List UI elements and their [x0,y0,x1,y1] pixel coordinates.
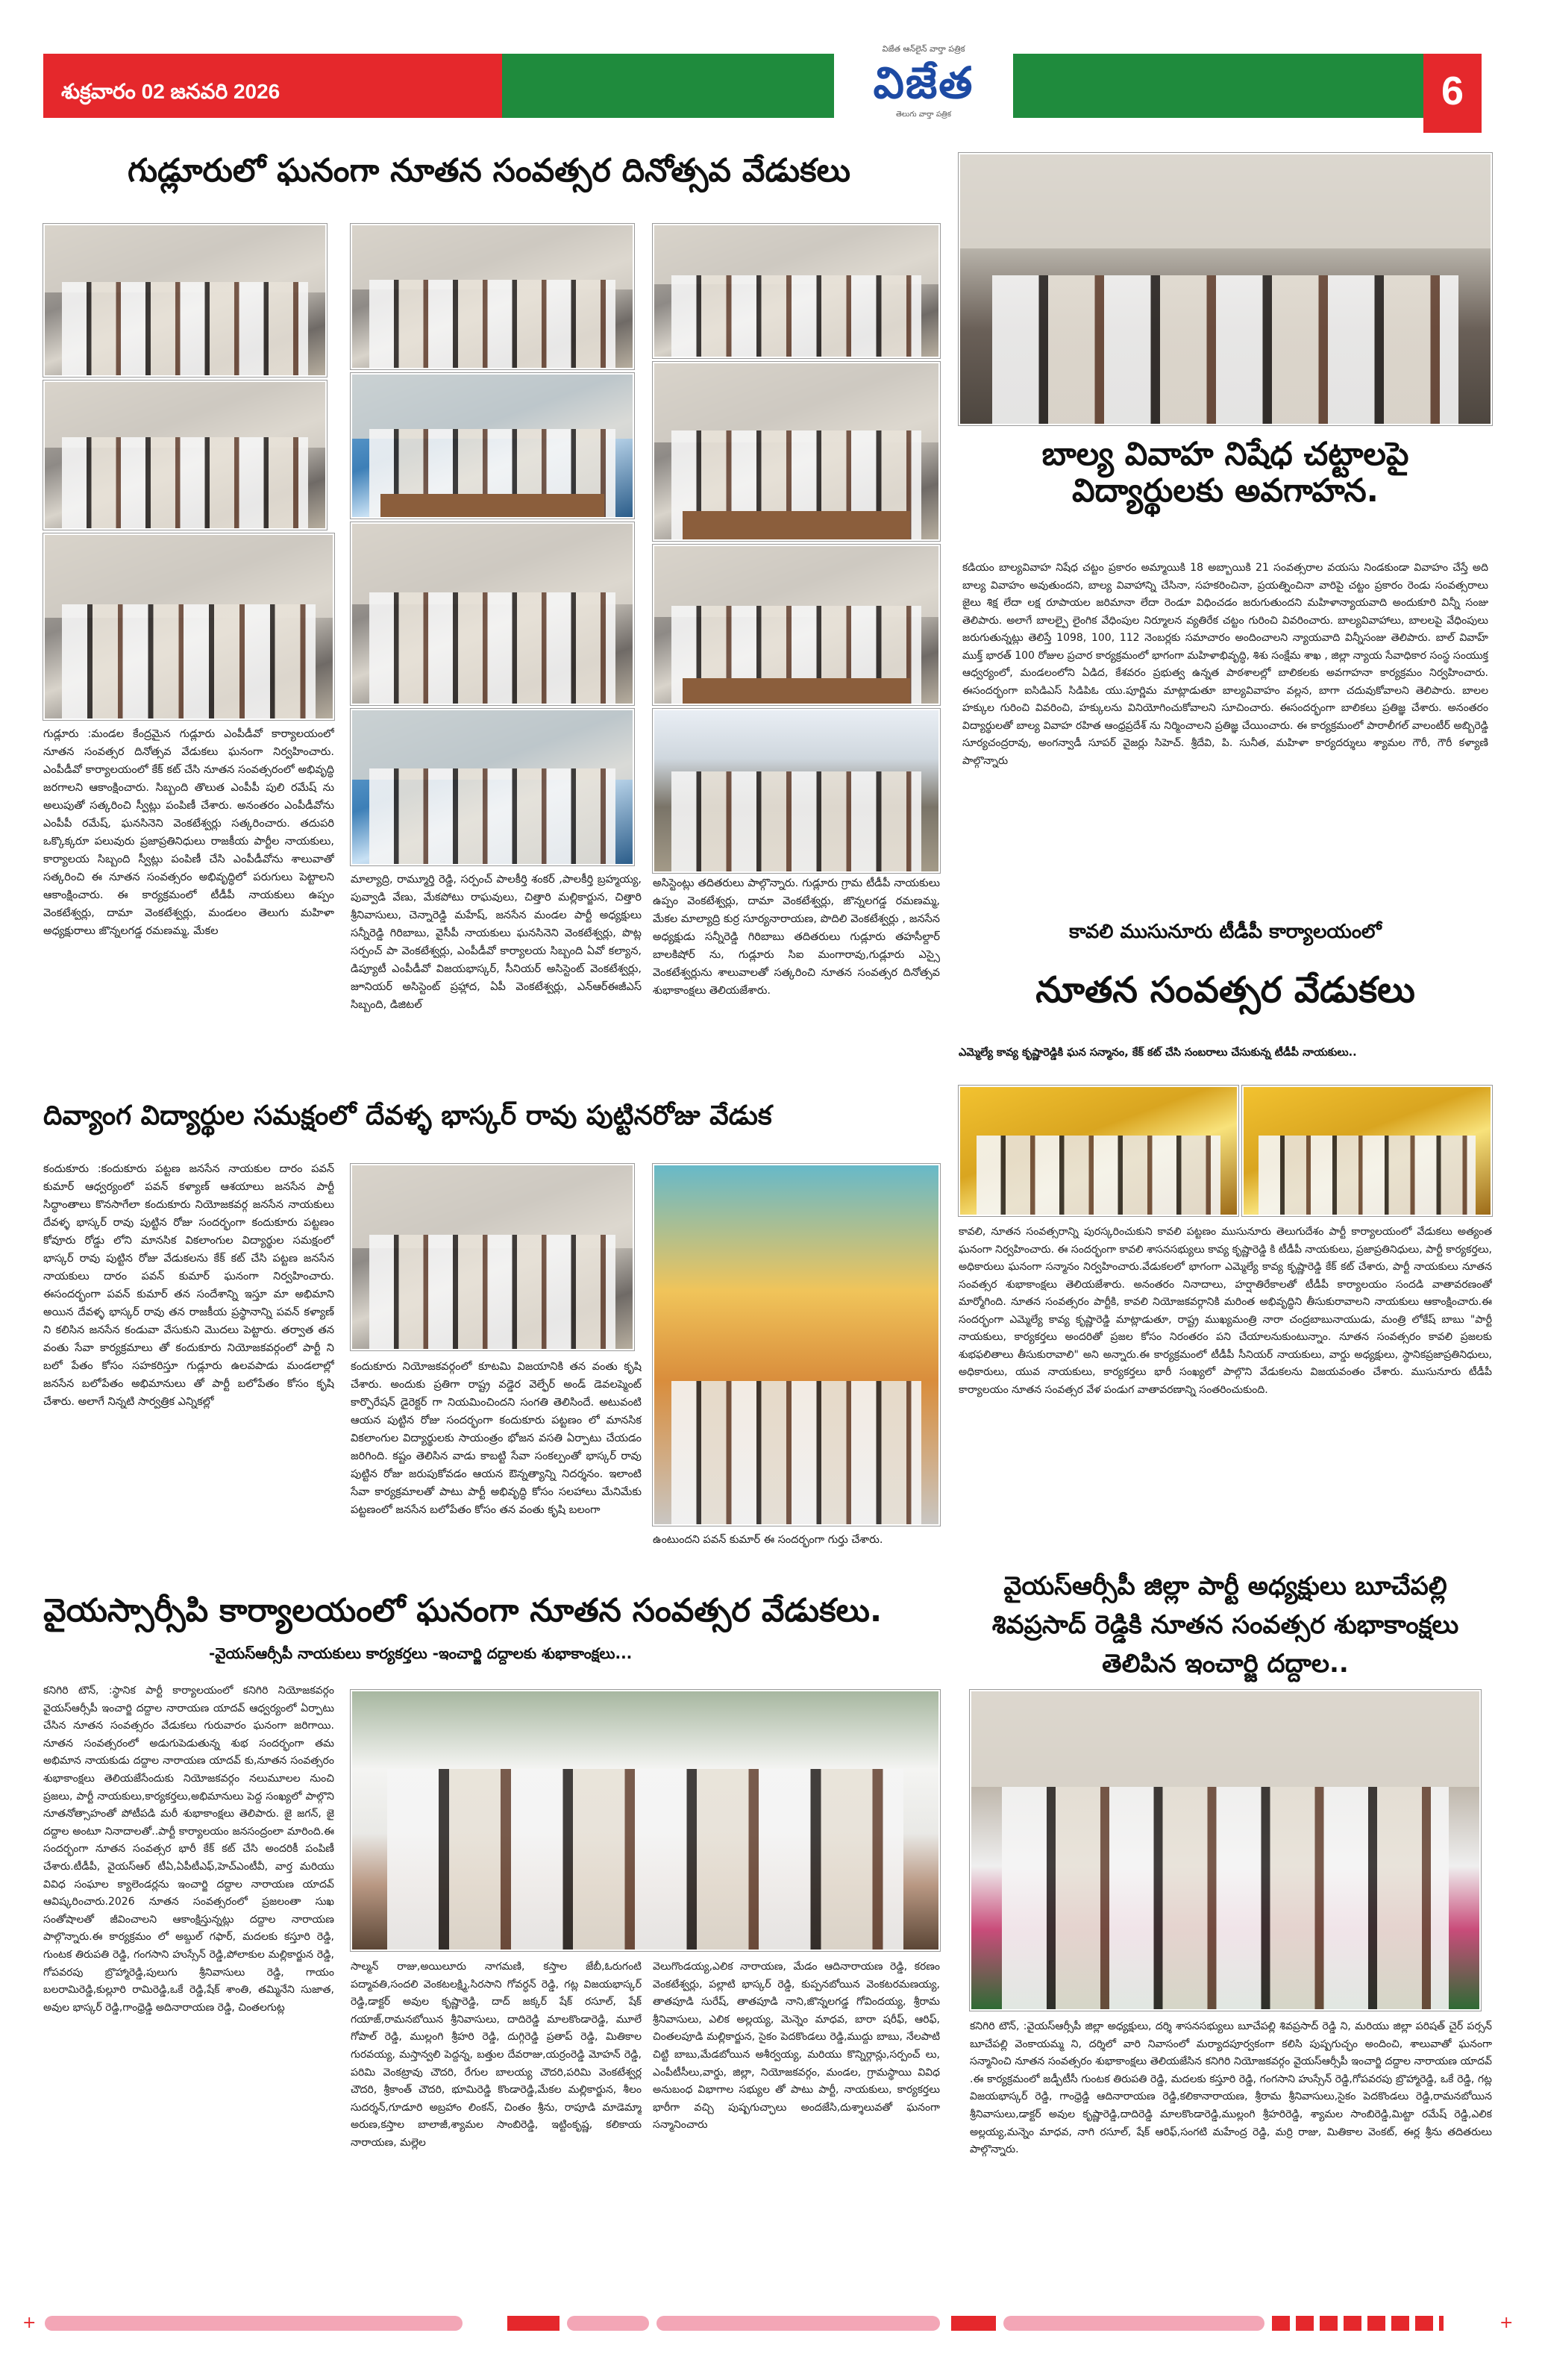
footer-segment-3 [1272,2316,1444,2331]
footer-segment-1 [507,2316,560,2331]
newspaper-logo [834,41,1013,134]
article1-text-col1: గుడ్లూరు :మండల కేంద్రమైన గుడ్లూరు ఎంపీడీవో కార్యాలయంలో నూతన సంవత్సర దినోత్సవ వేడుకలు ఘనంగా నిర్వహించారు. ఎంపీడీవో కార్యాలయంలో కేక్ కట్ చేసి నూతన సంవత్సరంలో అభివృద్ధి జరగాలని ఆకాంక్షించారు. సిబ్బంది తొలుత ఎంపీపీ పులి రమేష్ ను అలుపుతో సత్కరించి స్వీట్లు పంపిణీ చేశారు. అనంతరం ఎంపీడీవోను ఎంపీపీ రమేష్, ఘనసినెని వెంకటేశ్వర్లు సత్కరించారు. తదుపరి ఒక్కొక్కరూ పలువురు ప్రజాప్రతినిధులు రాజకీయ పార్టీల నాయకులు, కార్యాలయ సిబ్బంది స్వీట్లు పంపిణీ చేసి ఎంపీడీవోను శాలువాతో సత్కరించి ఈ నూతన సంవత్సరం అభివృద్ధిలో పరుగులు పెట్టాలని ఆకాంక్షించారు. ఈ కార్యక్రమంలో టీడీపీ నాయకులు ఉప్పం వెంకటేశ్వర్లు, దామా వెంకటేశ్వర్లు, మండలం తెలుగు మహిళా అధ్యక్షురాలు జొన్నలగడ్డ రమణమ్మ, మేకల [43,728,334,937]
article4-text-col2: కందుకూరు నియోజకవర్గంలో కూటమి విజయానికి తన వంతు కృషి చేశారు. అందుకు ప్రతిగా రాష్ట్ర వడ్డెర వెల్ఫేర్ అండ్ డెవలప్మెంట్ కార్పొరేషన్ డైరెక్టర్ గా నియమించిందని సంగతి తెలిసిందే. అటువంటి ఆయన పుట్టిన రోజు సందర్భంగా కందుకూరు పట్టణం లో మానసిక వికలాంగుల విద్యార్థులకు సాయంత్రం భోజన వసతి ఏర్పాటు చేయడం జరిగింది. కష్టం తెలిసిన వాడు కాబట్టి సేవా సంకల్పంతో భాస్కర్ రావు పుట్టిన రోజు జరుపుకోవడం ఆయన ఔన్నత్యాన్ని నిదర్శనం. ఇలాంటి సేవా కార్యక్రమాలతో పాటు పార్టీ అభివృద్ధి కోసం సలహాలు మేనిమేకు పట్టణంలో జనసేన బలోపేతం కోసం తన వంతు కృషి బలంగా [351,1361,642,1516]
article1-photo-5 [351,373,634,519]
footer-bar-2 [567,2316,649,2331]
article2-headline: బాల్య వివాహ నిషేధ చట్టాలపై విద్యార్థులకు అవగాహన. [1041,436,1409,510]
article1-photo-8 [653,224,940,358]
article1-photo-7 [351,709,634,865]
article1-photo-11 [653,709,940,873]
article5-text-col3: వెలుగొండయ్య,ఎలిక నారాయణ, మేడం ఆదినారాయణ రెడ్డి, కరణం వెంకటేశ్వర్లు, పల్లాటి భాస్కర్ రెడ్డి, కుప్పనబోయిన వెంకటరమణయ్య, తాతపూడి సురేష్, తాతపూడి నాని,జొన్నలగడ్డ గోవిందయ్య, శ్రీరామ శ్రీనివాసులు, ఎలిక అల్లయ్య, మెన్నెం మాధవ, బారా షరీఫ్, ఆరిఫ్, చింతలపూడి మల్లికార్జున, సైకం పెదకొండలు రెడ్డి,ముద్దు బాబు, నేలపాటి చిట్టి బాబు,మేడబోయిన అశీర్వయ్య, మరియు కొన్నిర్గాన్లు,సర్పంచ్ లు, ఎంపీటీసీలు,వార్డు, జిల్లా, నియోజకవర్గం, మండల, గ్రామస్థాయి వివిధ అనుబంధ విభాగాల సభ్యుల తో పాటు పార్టీ, నాయకులు, కార్యకర్తలు భారీగా వచ్చి పుష్పగుచ్ఛాలు అందజేసి,దుశ్శాలువతో ఘనంగా సన్మానించారు [653,1961,940,2132]
article3-headline-top: కావలి ముసునూరు టీడీపీ కార్యాలయంలో [1069,921,1382,943]
article4-headline: దివ్యాంగ విద్యార్థుల సమక్షంలో దేవళ్ళ భాస్కర్ రావు పుట్టినరోజు వేడుక [43,1100,772,1131]
header-stripe-right [1013,54,1423,118]
article2-photo [959,153,1492,425]
footer-bar-4 [1003,2316,1264,2331]
article1-headline: గుడ్లూరులో ఘనంగా నూతన సంవత్సర దినోత్సవ వేడుకలు [128,152,850,190]
article5-subhead: -వైయస్ఆర్సీపీ నాయకులు కార్యకర్తలు -ఇంచార్జి దద్దాలకు శుభాకాంక్షలు... [209,1644,633,1662]
footer-bar-1 [45,2316,463,2331]
article6-photo [970,1690,1481,2011]
article6-text: కనిగిరి టౌన్, :వైయస్ఆర్సీపీ జిల్లా అధ్యక్షులు, దర్శి శాసనసభ్యులు బూచేపల్లి శివప్రసాద్ రెడ్డి ని, మరియు జిల్లా పరిషత్ చైర్ పర్సన్ బూచేపల్లి వెంకాయమ్మ ని, దర్శిలో వారి నివాసంలో మర్యాదపూర్వకంగా కలిసి పుష్పగుచ్ఛం అందించి, శాలువాతో ఘనంగా సన్మానించి నూతన సంవత్సరం శుభాకాంక్షలు తెలియజేసిన కనిగిరి నియోజకవర్గం వైయస్ఆర్సీపీ ఇంచార్జి దద్దాల నారాయణ యాదవ్ .ఈ కార్యక్రమంలో జడ్పీటీసీ గుంటక తిరుపతి రెడ్డి, మదలకు కస్తూరి రెడ్డి, గంగసాని హుస్సేన్ రెడ్డి,గోపవరపు బ్రొహ్మారెడ్డి, ఒకే రెడ్డి, గట్ల విజయభాస్కర్ రెడ్డి, గాంధ్రెడ్డి ఆదినారాయణ రెడ్డి,కలికానారాయణ, శ్రీరామ శ్రీనివాసులు,సైకం పెదకొండలు రెడ్డి,రామనబోయిన శ్రీనివాసులు,డాక్టర్ అవుల కృష్ణారెడ్డి,దాదిరెడ్డి మాలకొండారెడ్డి,ముల్లంగి శ్రీహరిరెడ్డి, శ్యామల సాంబిరెడ్డి,మిట్టా రమేష్ రెడ్డి,ఎలిక అల్లయ్య,మన్నెం మాధవ, నాగి రసూల్, షేక్ ఆరిఫ్,సంగటి మహేంద్ర రెడ్డి, మర్రి రాజు, మితికాల వెంకట్, ఈర్ల శ్రీను తదితరులు పాల్గొన్నారు. [970,2020,1492,2156]
article1-photo-1 [43,224,327,377]
article1-photo-6 [351,522,634,705]
article3-photo-2 [1242,1086,1492,1216]
article5-text-col1: కనిగిరి టౌన్, :స్థానిక పార్టీ కార్యాలయంలో కనిగిరి నియోజకవర్గం వైయస్ఆర్సీపీ ఇంచార్జి దద్దాల నారాయణ యాదవ్ ఆధ్వర్యంలో ఏర్పాటు చేసిన నూతన సంవత్సరం వేడుకలు గురువారం ఘనంగా జరిగాయి. నూతన సంవత్సరంలో అడుగుపెడుతున్న శుభ సందర్భంగా తమ అభిమాన నాయకుడు దద్దాల నారాయణ యాదవ్ కు,నూతన సంవత్సరం శుభాకాంక్షలు తెలియజేసేందుకు నియోజకవర్గం నలుమూలల నుంచి ప్రజలు, పార్టీ నాయకులు,కార్యకర్తలు,అభిమానులు పెద్ద సంఖ్యలో పాల్గొని నూతనోత్సాహంతో పోటీపడి మరీ శుభాకాంక్షలు తెలిపారు. జై జగన్, జై దద్దాల అంటూ నినాదాలతో..పార్టీ కార్యాలయం జనసంద్రంలా మారింది.ఈ సందర్భంగా నూతన సంవత్సర భారీ కేక్ కట్ చేసి అందరికీ పంపిణీ చేశారు.టీడీపీ, వైయస్ఆర్ టీఏ,ఏపీటీఎఫ్,హెచ్ఎంటీవీ, వార్త మరియు వివిధ సంఘాల క్యాలెండర్లను ఇంచార్జి దద్దాల నారాయణ యాదవ్ ఆవిష్కరించారు.2026 నూతన సంవత్సరంలో ప్రజలంతా సుఖ సంతోషాలతో జీవించాలని ఆకాంక్షిస్తున్నట్లు దద్దాల నారాయణ పాల్గొన్నారు.ఈ కార్యక్రమం లో అబ్దుల్ గఫార్, మదలకు కస్తూరి రెడ్డి, గుంటక తిరుపతి రెడ్డి, గంగసాని హుస్సేన్ రెడ్డి,పోలాకుల మల్లికార్జున రెడ్డి, గోపవరపు బ్రొహ్మారెడ్డి,పులుగు శ్రీనివాసులు రెడ్డి, గాయం బలరామిరెడ్డి,కుల్లూరి రామిరెడ్డి,ఒకే రెడ్డి,షేక్ శాంతి, తమ్మినేని సుజాత, అవుల భాస్కర్ రెడ్డి,గాంధ్రెడ్డి అదినారాయణ రెడ్డి, చింతలగుట్ల [43,1685,334,2014]
article3-headline: నూతన సంవత్సర వేడుకలు [1035,969,1415,1011]
logo-title: విజేత [873,57,974,108]
article1-photo-9 [653,362,940,541]
logo-tagline: తెలుగు వార్తా పత్రిక [896,110,951,119]
article1-photo-4 [351,224,634,369]
article3-subhead: ఎమ్మెల్యే కావ్య కృష్ణారెడ్డికి ఘన సన్మానం, కేక్ కట్ చేసి సంబరాలు చేసుకున్న టీడీపీ నాయకులు.. [959,1047,1357,1059]
header-stripe-left [502,54,834,118]
footer-cross-right: + [1499,2314,1514,2332]
article1-photo-2 [43,381,327,530]
article4-text-col1: కందుకూరు :కందుకూరు పట్టణ జనసేన నాయకుల దారం పవన్ కుమార్ ఆధ్వర్యంలో పవన్ కళ్యాణ్ ఆశయాలు జనసేన పార్టీ సిద్ధాంతాలు కొనసాగేలా కందుకూరు నియోజకవర్గ జనసేన నాయకులు దేవళ్ళ భాస్కర్ రావు పుట్టిన రోజు సందర్భంగా కందుకూరు పట్టణం కోవూరు రోడ్డు లోని మానసిక వికలాంగుల విద్యార్థుల సమక్షంలో భాస్కర్ రావు పుట్టిన రోజు వేడుకలను కేక్ కట్ చేసి పట్టణ జనసేన నాయకులు దారం పవన్ కుమార్ ఘనంగా నిర్వహించారు. ఈసందర్భంగా పవన్ కుమార్ తన సందేశాన్ని ఇస్తూ మా అభిమాని అయిన దేవళ్ళ భాస్కర్ రావు తన రాజకీయ ప్రస్థానాన్ని పవన్ కళ్యాణ్ ని కలిసిన జనసేన కండువా వేసుకుని మొదలు పెట్టారు. తర్వాత తన వంతు సేవా కార్యక్రమాలు తో కందుకూరు నియోజకవర్గంలో పార్టీ ని బలో పేతం కోసం సహకరిస్తూ గుడ్లూరు ఉలవపాడు మండలాల్లో జనసేన బలోపేతం అభిమానులు తో పార్టీ బలోపేతం కోసం కృషి చేశారు. అలాగే నిన్నటి సార్వత్రిక ఎన్నికల్లో [43,1163,334,1408]
article4-photo-1 [351,1164,634,1350]
date-banner [43,54,502,118]
article5-text-col2: సాల్మన్ రాజు,అయిలూరు నాగమణి, కస్తాల జేబీ,ఓరుగంటి పద్మావతి,సందలి వెంకటలక్ష్మి,సిరసాని గోవర్ధన్ రెడ్డి, గట్ల విజయభాస్కర్ రెడ్డి,డాక్టర్ అవుల కృష్ణారెడ్డి, దాద్ జక్కర్ షేక్ రసూల్, షేక్ గయాజ్,రామనబోయిన శ్రీనివాసులు, దాదిరెడ్డి మాలకొండారెడ్డి, మూలే గోపాల్ రెడ్డి, ముల్లంగి శ్రీహరి రెడ్డి, దుగ్గిరెడ్డి ప్రతాప్ రెడ్డి, మితికాల గురవయ్య, మస్తాన్వలి పెద్దన్న, బత్తుల దేవరాజు,యర్రంరెడ్డి మోహన్ రెడ్డి, పరిమి వెంకట్రావు చౌదరి, రేగుల బాలయ్య చౌదరి,పరిమి వెంకటేశ్వర్ల చౌదరి, శ్రీకాంత్ చౌదరి, భూమిరెడ్డి కొండారెడ్డి,మేకల మల్లికార్జున, శీలం సుదర్శన్,గూడూరి అబ్రహాం లింకన్, చింతం శ్రీను, రాపూడి మాడెమ్మా అరుణ,కస్తాల బాలాజీ,శ్యామల సాంబిరెడ్డి, ఇట్టింకృష్ణ, కలికాయ నారాయణ, మల్లెల [351,1961,642,2149]
article1-text-col3: అసిస్టెంట్లు తదితరులు పాల్గొన్నారు. గుడ్లూరు గ్రామ టీడీపీ నాయకులు ఉప్పం వెంకటేశ్వర్లు, దామా వెంకటేశ్వర్లు, జొన్నలగడ్డ రమణమ్మ, మేకల మాల్యాద్రి కుర్ర సూర్యనారాయణ, పొదిలి వెంకటేశ్వర్లు , జనసేన అధ్యక్షుడు సన్నీరెడ్డి గిరిబాబు తదితరులు గుడ్లూరు తహసీల్దార్ బాలకిషోర్ ను, గుడ్లూరు సిఐ మంగారావు,గుడ్లూరు ఎస్సై వెంకటేశ్వర్లును శాలువాలతో సత్కరించి నూతన సంవత్సర దినోత్సవ శుభాకాంక్షలు తెలియజేశారు. [653,877,940,997]
footer-bar-3 [656,2316,940,2331]
footer-segment-2 [951,2316,996,2331]
article1-photo-3 [43,533,334,720]
article6-headline: వైయస్ఆర్సీపీ జిల్లా పార్టీ అధ్యక్షులు బూచేపల్లి శివప్రసాద్ రెడ్డికి నూతన సంవత్సర శుభాకాంక్షలు తెలిపిన ఇంచార్జి దద్దాల.. [991,1571,1459,1679]
article1-text-col2: మాల్యాద్రి, రామ్మూర్తి రెడ్డి, సర్పంచ్ పాలకీర్తి శంకర్ ,పాలకీర్తి బ్రహ్మయ్య, పువ్వాడి వేణు, మేకపోటు రాఘవులు, చిత్తారి మల్లికార్జున, చిత్తారి శ్రీనివాసులు, చెన్నారెడ్డి మహేష్, జనసేన మండల పార్టీ అధ్యక్షులు సన్నీరెడ్డి గిరిబాబు, వైసీపీ నాయకులు ఘనసినెని వెంకటేశ్వర్లు, పొట్ల సర్పంచ్ పా వెంకటేశ్వర్లు, ఎంపీడీవో కార్యాలయ సిబ్బంది ఏవో కల్యాన, డిప్యూటీ ఎంపీడీవో విజయభాస్కర్, సీనియర్ అసిస్టెంట్ వెంకటేశ్వర్లు, జూనియర్ అసిస్టెంట్ ప్రహ్లాద, ఏపీ వెంకటేశ్వర్లు, ఎన్ఆర్ఈజీఎస్ సిబ్బంది, డిజిటల్ [351,874,642,1011]
article5-headline: వైయస్సార్సీపి కార్యాలయంలో ఘనంగా నూతన సంవత్సర వేడుకలు. [43,1592,883,1629]
footer-cross-left: + [22,2314,37,2332]
article2-text: కడియం బాల్యవివాహ నిషేధ చట్టం ప్రకారం అమ్మాయికి 18 అబ్బాయికి 21 సంవత్సరాల వయసు నిండకుండా వివాహం చేస్తే అది బాల్య వివాహం అవుతుందని, బాల్య వివాహాన్ని చేసినా, సహకరించినా, ప్రయత్నించినా వారిపై చట్టం ప్రకారం రెండు సంవత్సరాలు జైలు శిక్ష లేదా లక్ష రూపాయల జరిమానా లేదా రెండూ విధించడం జరుగుతుందని మహిళాన్యాయవాది అందుకూరి విన్నీ సంజు తెలిపారు. అలాగే బాలల్పై లైంగిక వేధింపుల నిర్మూలన వ్యతిరేక చట్టం గురించి వివరించారు. బాల్యవివాహాలు, బాలలపై వేధింపులు జరుగుతున్నట్లు తెలిస్తే 1098, 100, 112 నెంబర్లకు సమాచారం అందించాలని న్యాయవాది విన్నీసంజు తెలిపారు. బాల్ వివాహ్ ముక్త్ భారత్ 100 రోజుల ప్రచార కార్యక్రమంలో భాగంగా మహిళాభివృద్ధి, శిశు సంక్షేమ శాఖ , జిల్లా న్యాయ సేవాధికార సంస్థ సంయుక్త ఆధ్వర్యంలో, మండలంలోని ఏడిద, కేశవరం ప్రభుత్వ ఉన్నత పాఠశాలల్లో బాలికలకు అవగాహనా కార్యక్రమం నిర్వహించారు. ఈసందర్భంగా ఐసిడిఎస్ సిడిపిఓ యు.పూర్ణిమ మాట్లాడుతూ బాల్యవివాహం వల్లన, బాగా చదువుకోవాలని తెలిపారు. బాలల హక్కుల గురించి వివరించి, హక్కులను వినియోగించుకోవాలని సూచించారు. ఈసందర్భంగా బాలికలు ప్రతిజ్ఞ చేశారు. అనంతరం విద్యార్థులతో బాల్య వివాహ రహిత ఆంధ్రప్రదేశ్ ను నిర్మించాలని ప్రతిజ్ఞ చేయించారు. ఈ కార్యక్రమంలో పారాలీగల్ వాలంటీర్ అబ్బిరెడ్డి సూర్యచంద్రరావు, అంగన్వాడీ సూపర్ వైజర్లు సిహెచ్. శ్రీదేవి, పి. సునీత, మహిళా కార్యదర్శులు శ్యామల గౌరీ, గౌరీ కళ్యాణి పాల్గొన్నారు [962,562,1488,767]
article1-photo-10 [653,545,940,705]
article4-text-col3: ఉంటుందని పవన్ కుమార్ ఈ సందర్భంగా గుర్తు చేశారు. [653,1534,883,1546]
page-number: 6 [1423,54,1482,133]
article3-text: కావలి, నూతన సంవత్సరాన్ని పురస్కరించుకుని కావలి పట్టణం ముసునూరు తెలుగుదేశం పార్టీ కార్యాలయంలో వేడుకలు అత్యంత ఘనంగా నిర్వహించారు. ఈ సందర్భంగా కావలి శాసనసభ్యులు కావ్య కృష్ణారెడ్డి కి టీడీపీ నాయకులు, ప్రజాప్రతినిధులు, పార్టీ కార్యకర్తలు, అధికారులు ఘనంగా సన్మానం నిర్వహించారు.వేడుకలలో భాగంగా ఎమ్మెల్యే కావ్య కృష్ణారెడ్డి కేక్ కట్ చేశారు, పార్టీ నాయకులు నూతన సంవత్సర శుభాకాంక్షలు తెలియజేశారు. అనంతరం నినాదాలు, హర్షాతిరేకాలతో టీడీపీ కార్యాలయం సందడి వాతావరణంతో మార్మోగింది. నూతన సంవత్సరం పార్టీకి, కావలి నియోజకవర్గానికి మరింత అభివృద్ధిని తీసుకురావాలని నాయకులు ఆకాంక్షించారు.ఈ సందర్భంగా ఎమ్మెల్యే కావ్య కృష్ణారెడ్డి మాట్లాడుతూ, రాష్ట్ర ముఖ్యమంత్రి నారా చంద్రబాబునాయుడు, మంత్రి లోకేష్ బాబు "పార్టీ నాయకులు, కార్యకర్తలు అందరితో ప్రజల కోసం నిరంతరం పని చేయాలనుకుంటున్నాం. నూతన సంవత్సరం కావలి ప్రజలకు శుభఫలితాలు తీసుకురావాలి" అని అన్నారు.ఈ కార్యక్రమంలో టీడీపీ సీనియర్ నాయకులు, వార్డు అధ్యక్షులు, స్థానికప్రజాప్రతినిధులు, అధికారులు, యువ నాయకులు, కార్యకర్తలు భారీ సంఖ్యలో పాల్గొని వేడుకలను విజయవంతం చేశారు. ముసునూరు టీడీపీ కార్యాలయం నూతన సంవత్సర వేళ పండుగ వాతావరణాన్ని సంతరించుకుంది. [959,1226,1492,1396]
logo-top-text: విజేత ఆన్‌లైన్ వార్తా పత్రిక [882,44,965,54]
article3-photo-1 [959,1086,1238,1216]
publication-date: శుక్రవారం 02 జనవరి 2026 [61,80,280,103]
article4-photo-2 [653,1164,940,1526]
article5-photo [351,1690,940,1951]
